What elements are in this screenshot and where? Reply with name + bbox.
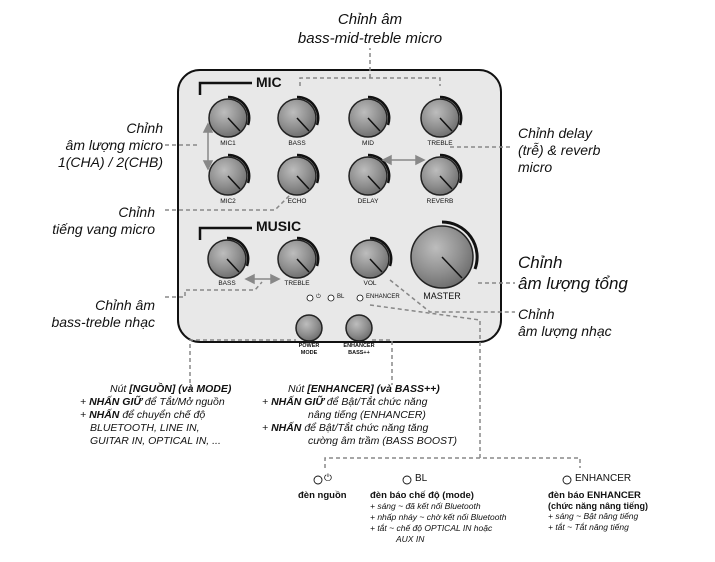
legend-power-label: đèn nguồn (298, 490, 347, 501)
callout-mic-eq-line1: Chỉnh âm (337, 11, 403, 28)
power-button-note (80, 383, 280, 448)
legend-enhancer-bullet-1: + sáng ~ Bật nâng tiếng (548, 511, 639, 521)
callout-mic-volume-line1: Chỉnh (126, 120, 163, 136)
power-note-line2: + NHẤN để chuyển chế độ (80, 409, 206, 421)
callout-mic-volume-line3: 1(CHA) / 2(CHB) (57, 154, 163, 170)
power-button-label (284, 343, 334, 357)
enhancer-note-l3-rest: để Bật/Tắt chức năng tăng (301, 422, 429, 434)
power-button-shape (296, 315, 322, 341)
callout-echo-line1: Chỉnh (118, 204, 155, 220)
enhancer-note-l1-rest: để Bật/Tắt chức năng (323, 396, 428, 408)
callout-delay-line3: micro (518, 159, 553, 175)
enhancer-note-l1-bold: NHẤN GIỮ (271, 396, 324, 408)
callout-mic-volume (20, 120, 163, 171)
enhancer-button-label-line2: BASS++ (348, 350, 370, 356)
callout-music-volume-line2: âm lượng nhạc (518, 323, 612, 339)
label-vol: VOL (363, 280, 377, 287)
panel-enhancer-indicator-label: ENHANCER (366, 294, 400, 300)
callout-mic-eq (250, 10, 490, 48)
power-note-line4: GUITAR IN, OPTICAL IN, ... (90, 435, 221, 447)
power-note-l1-bold: NHẤN GIỮ (89, 396, 142, 408)
label-bass: BASS (288, 140, 306, 147)
mic-section-title: MIC (256, 74, 282, 90)
callout-echo-line2: tiếng vang micro (52, 221, 155, 237)
label-music-treble: TREBLE (284, 280, 310, 287)
callout-music-volume-line1: Chỉnh (518, 306, 555, 322)
panel-power-indicator-label: ⏻ (316, 294, 321, 300)
label-mic1: MIC1 (220, 140, 236, 147)
label-mic2: MIC2 (220, 198, 236, 205)
enhancer-button-shape (346, 315, 372, 341)
legend-enhancer-bullet-2: + tắt ~ Tắt nâng tiếng (548, 522, 629, 532)
power-note-l1-rest: để Tắt/Mở nguồn (141, 396, 225, 408)
enhancer-note-line4: cường âm trầm (BASS BOOST) (308, 435, 457, 447)
callout-music-eq (10, 297, 155, 331)
enhancer-note-title-prefix: Nút (288, 383, 308, 395)
legend-enhancer-indicator: ENHANCER (575, 473, 632, 484)
legend-mode-bullet-2: + nhấp nháy ~ chờ kết nối Bluetooth (370, 512, 507, 522)
callout-delay-line2: (trễ) & reverb (518, 142, 601, 158)
power-note-line3: BLUETOOTH, LINE IN, (90, 422, 200, 434)
enhancer-note-title-bold: [ENHANCER] (và BASS++) (307, 383, 440, 395)
enhancer-note-title (262, 383, 482, 396)
callout-master-line1: Chỉnh (518, 253, 563, 272)
power-note-line1: + NHẤN GIỮ để Tắt/Mở nguồn (80, 396, 225, 408)
power-note-l2-bold: NHẤN (89, 409, 120, 421)
enhancer-note-line1: + NHẤN GIỮ để Bật/Tắt chức năng (262, 396, 428, 408)
music-section-title: MUSIC (256, 218, 302, 234)
callout-delay-line1: Chỉnh delay (518, 125, 592, 141)
callout-mic-volume-line2: âm lượng micro (65, 137, 163, 153)
legend-bl-indicator: BL (415, 473, 428, 484)
callout-music-eq-line1: Chỉnh âm (95, 297, 155, 313)
legend-mode (370, 490, 555, 545)
power-note-title-prefix: Nút (110, 383, 130, 395)
label-echo: ECHO (287, 198, 307, 205)
callout-master-line2: âm lượng tổng (518, 274, 628, 293)
enhancer-note-line2: nâng tiếng (ENHANCER) (308, 409, 426, 421)
label-music-bass: BASS (218, 280, 236, 287)
power-button-label-line2: MODE (300, 350, 318, 356)
label-mid: MID (362, 140, 374, 147)
enhancer-button-label-line1: ENHANCER (343, 343, 375, 349)
legend-mode-bullet-1: + sáng ~ đã kết nối Bluetooth (370, 501, 481, 511)
callout-music-volume (518, 306, 668, 340)
legend-enhancer (548, 490, 708, 533)
label-master: MASTER (423, 291, 461, 301)
legend-power-icon: ⏻ (324, 473, 332, 484)
panel-bl-indicator-label: BL (337, 294, 345, 300)
enhancer-button-label (334, 343, 384, 357)
callout-music-eq-line2: bass-treble nhạc (51, 314, 155, 330)
power-note-title (80, 383, 280, 396)
callout-delay-reverb (518, 125, 668, 176)
enhancer-note-l3-bold: NHẤN (271, 422, 302, 434)
label-treble: TREBLE (427, 140, 453, 147)
legend-enhancer-label: đèn báo ENHANCER (548, 490, 641, 501)
legend-mode-label: đèn báo chế độ (mode) (370, 490, 474, 501)
power-button-label-line1: POWER (298, 343, 320, 349)
power-note-title-bold: [NGUỒN] (và MODE) (129, 383, 232, 395)
callout-master (518, 252, 688, 294)
callout-mic-eq-line2: bass-mid-treble micro (297, 30, 443, 47)
enhancer-note-line3: + NHẤN để Bật/Tắt chức năng tăng (262, 422, 429, 434)
power-note-l2-rest: để chuyển chế độ (119, 409, 206, 421)
legend-mode-bullet-3: + tắt ~ chế độ OPTICAL IN hoặc (370, 523, 493, 533)
callout-echo (20, 204, 155, 238)
enhancer-button-note (262, 383, 482, 448)
label-delay: DELAY (357, 198, 379, 205)
legend-mode-bullet-4: AUX IN (396, 534, 425, 544)
label-reverb: REVERB (426, 198, 454, 205)
legend-enhancer-sub: (chức năng nâng tiếng) (548, 501, 649, 511)
